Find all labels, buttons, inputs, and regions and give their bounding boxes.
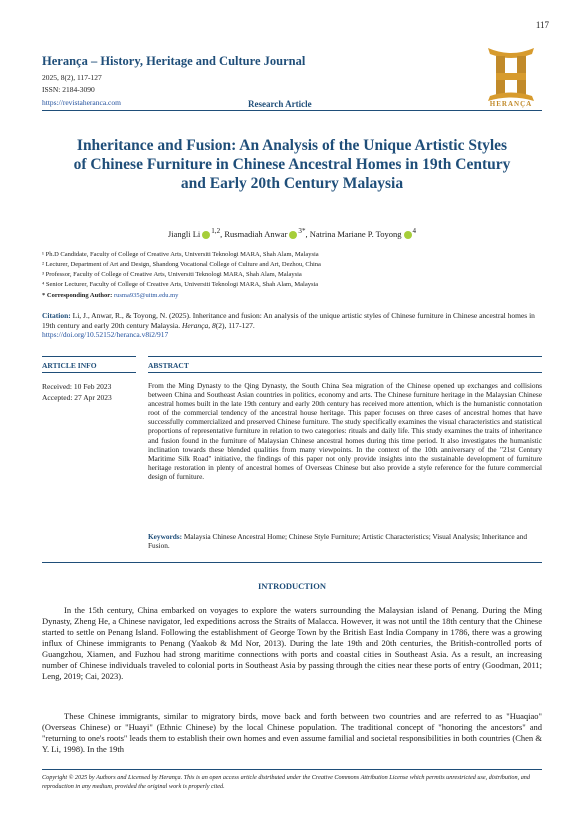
author-name: Natrina Mariane P. Toyong [309,228,402,239]
orcid-icon[interactable] [202,231,210,239]
section-heading: INTRODUCTION [257,581,326,591]
citation-tail: (2), 117-127. [215,320,255,330]
article-title: Inheritance and Fusion: An Analysis of the Unique Artistic Styles of Chinese Furniture in Chinese Ancestral Homes in 19th Century and Early 20th Century Malaysia [73,137,511,192]
copyright-notice: Copyright © 2025 by Authors and Licensed by Herança. This is an open access article distributed under the Creative Commons Attribution License which permits unrestricted use, distribution, and reproduction in any medium, provided the original work is properly cited. [42,774,530,790]
citation-journal: Herança, 8 [181,320,216,330]
doi-link[interactable]: https://doi.org/10.52152/heranca.v8i2/917 [42,330,169,339]
keywords [148,532,542,550]
journal-website-link[interactable]: https://revistaheranca.com [42,98,121,107]
affiliation: ³ Professor, Faculty of College of Creative Arts, Universiti Teknologi MARA, Shah Alam, Malaysia [42,271,302,278]
abstract-heading: ABSTRACT [148,361,189,370]
article-info-bottom-rule [42,372,136,373]
corresponding-author [42,292,178,299]
keywords-label: Keywords: [148,532,183,541]
header-divider [42,110,542,111]
received-date: Received: 10 Feb 2023 [42,382,112,391]
page-number: 117 [535,20,549,30]
journal-issue: 2025, 8(2), 117-127 [42,73,102,82]
abstract-top-rule [148,356,542,357]
orcid-icon[interactable] [404,231,412,239]
footer-divider [42,769,542,770]
corresponding-email-link[interactable]: rusma935@uitm.edu.my [113,292,179,299]
body-paragraph: These Chinese immigrants, similar to migratory birds, move back and forth between two countries and are referred to as "Huaqiao" (Overseas Chinese) or "Huayi" (Ethnic Chinese) by the local Chinese population. The traditional concept of "honoring the ancestors" and "returning to one's roots" leads them to establish their own homes and even assume familial and societal responsibilities in both countries (Chen & Y. Li, 1998). In the 19th [42,711,542,754]
article-info-heading: ARTICLE INFO [42,361,97,370]
author-affiliation-mark: 1,2 [211,227,221,235]
journal-title: Herança – History, Heritage and Culture Journal [42,54,306,68]
affiliation: ¹ Ph.D Candidate, Faculty of College of Creative Arts, Universiti Teknologi MARA, Shah Alam, Malaysia [42,251,319,258]
author-name: Rusmadiah Anwar [224,228,288,239]
author-affiliation-mark: 3* [298,227,306,235]
author-list: Jiangli Li $^{1,2}$, Rusmadiah Anwar $^{3*}$, Natrina Mariane P. Toyong $^4$ [167,227,417,239]
affiliation: ⁴ Senior Lecturer, Faculty of College of Creative Arts, Universiti Teknologi MARA, Shah Alam, Malaysia [42,281,319,288]
abstract-text: From the Ming Dynasty to the Qing Dynasty, the South China Sea migration of the Chinese opened up exchanges and collisions between China and Southeast Asian countries in politics, economy and arts. The Chinese furniture heritage in the Malaysian Chinese ancestral homes built in the late 19th century and early 20th century has received more attention, which is the humanistic connotation root of the commercial tendency of the ancestral house heritage. This paper focuses on three cases of ancestral homes that have successfully commercialized and preserved Chinese furniture. The study specifically examines the visual characteristics and statistical proportions of representative furniture in relation to two categories: rituals and daily life. This study examines the traits of inheritance and fusion found in the furniture of Malaysian Chinese ancestral homes during this time period. It also investigates the humanistic inclination towards these blended qualities from many viewpoints. In the context of the 10th anniversary of the "21st Century Maritime Silk Road" initiative, the findings of this paper not only provide insights into the sustainable development of furniture heritage restoration in plenty of ancestral homes of Overseas Chinese but also provide a style reference for the future commercial design of furniture. [148,381,542,481]
citation-text: Li, J., Anwar, R., & Toyong, N. (2025). Inheritance and fusion: An analysis of the unique artistic styles of Chinese furniture in Chinese ancestral homes in 19th century and early 20th century Malaysia. [42,311,535,330]
orcid-icon[interactable] [289,231,297,239]
citation-block [42,311,542,340]
abstract-end-rule [42,562,542,563]
author-name: Jiangli Li [167,228,201,239]
citation-label: Citation: [42,311,71,320]
journal-website [42,98,121,107]
author-affiliation-mark: 4 [412,227,417,235]
accepted-date: Accepted: 27 Apr 2023 [42,393,112,402]
body-paragraph: In the 15th century, China embarked on voyages to explore the waters surrounding the Malaysian island of Penang. During the Ming Dynasty, Zheng He, a Chinese navigator, led expeditions across the Straits of Malacca. However, it was not until the 18th century that the Chinese started to settle on Penang Island. Following the establishment of George Town by the British East India Company in 1786, there was a growing influx of Chinese immigrants to Penang (Yaakob & Md Nor, 2013). During the late 19th and 20th centuries, the British-controlled ports of Guangzhou, Xiamen, and Fuzhou had strong maritime connections with ports and coastal cities in Southeast Asia. As a result, an increasing number of Chinese individuals traveled to colonial ports in Southeast Asia by passing through the cities near these ports of entry (Goodman, 2011; Leng, 2019; Cai, 2023). [42,605,542,681]
abstract-bottom-rule [148,372,542,373]
article-type: Research Article [248,99,312,109]
keywords-text: Malaysia Chinese Ancestral Home; Chinese Style Furniture; Artistic Characteristics; Visual Analysis; Inheritance and Fusion. [148,532,528,551]
journal-logo [482,44,540,106]
affiliation: ² Lecturer, Department of Art and Design, Shandong Vocational College of Culture and Art, Dezhou, China [42,261,321,268]
corresponding-label: * Corresponding Author: [42,292,113,299]
article-info-top-rule [42,356,136,357]
logo-text: HERANÇA [489,100,533,108]
journal-issn: ISSN: 2184-3090 [42,85,95,94]
